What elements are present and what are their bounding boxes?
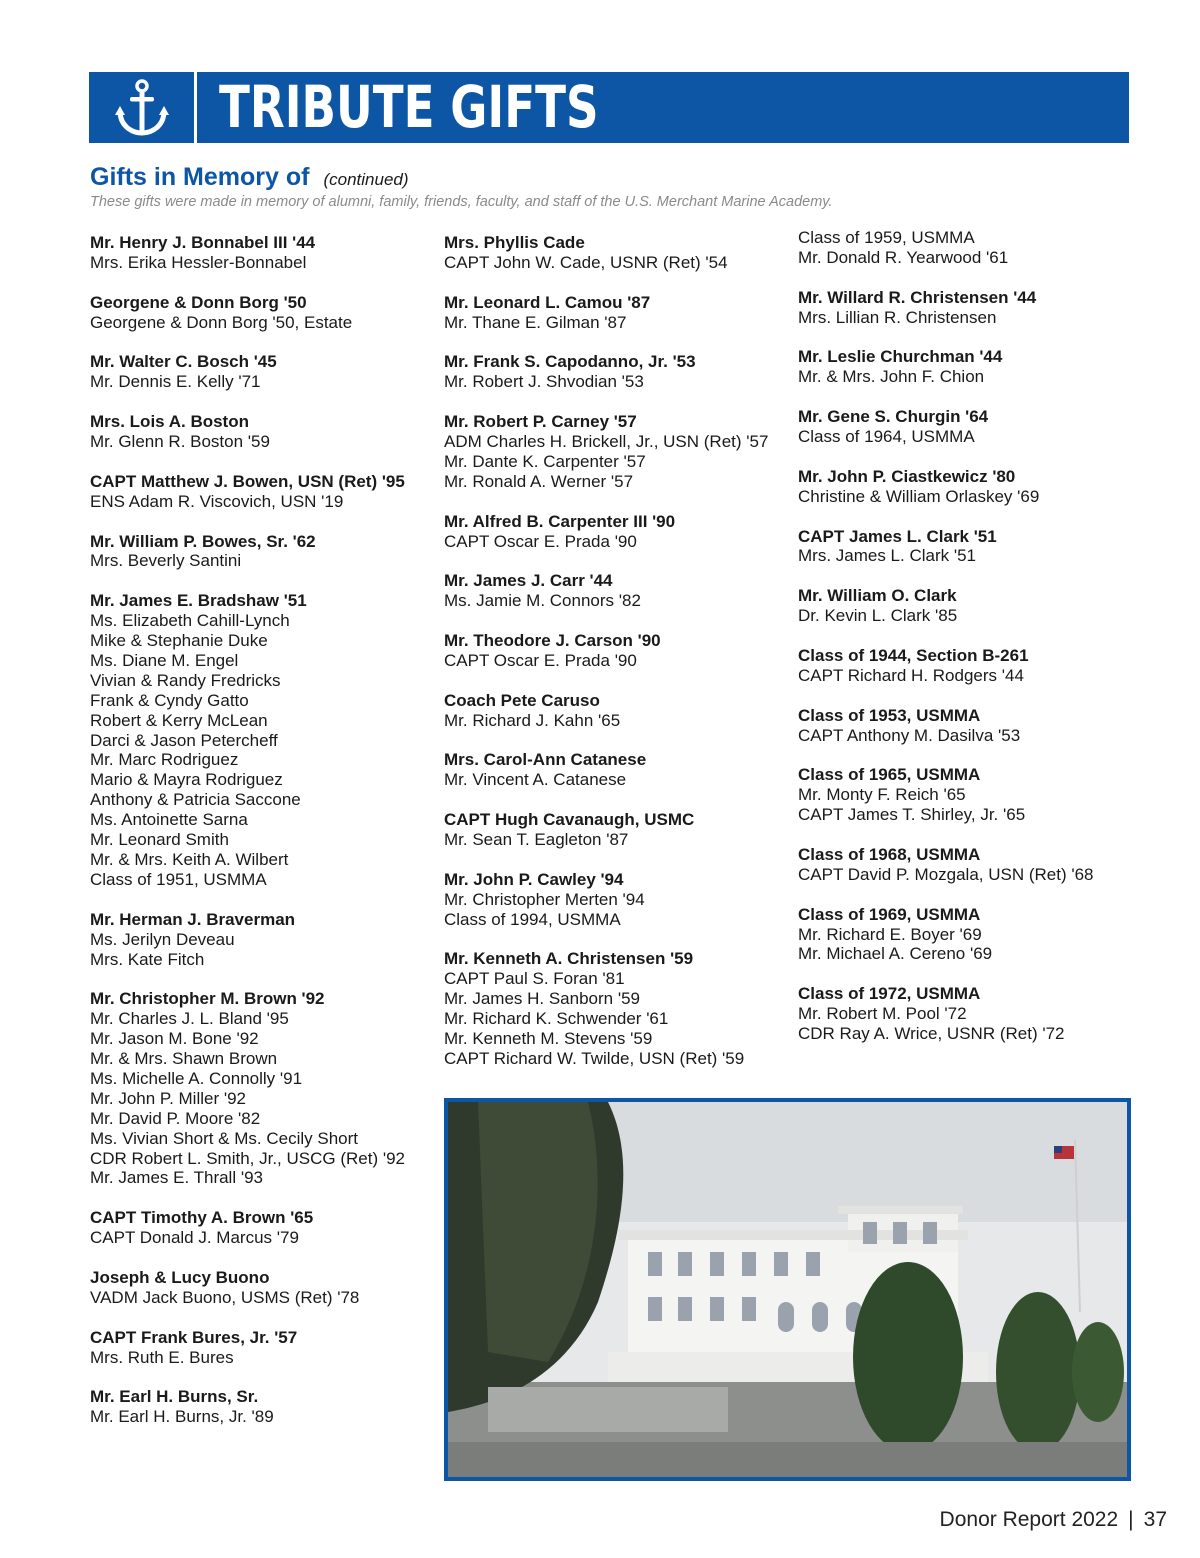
honoree-name: Mr. James E. Bradshaw '51 [90, 591, 307, 611]
donor-name: Mr. Robert J. Shvodian '53 [444, 372, 644, 392]
honoree-name: Mr. William O. Clark [798, 586, 957, 606]
tribute-entry [90, 412, 440, 452]
honoree-name: Mr. Herman J. Braverman [90, 909, 296, 929]
honoree-name: Mr. Walter C. Bosch '45 [90, 352, 277, 372]
honoree-name: Mrs. Carol-Ann Catanese [444, 750, 647, 770]
honoree-name: Mr. Willard R. Christensen '44 [798, 287, 1037, 307]
tribute-entry [444, 631, 794, 671]
donor-name: Mr. Jason M. Bone '92 [90, 1029, 259, 1049]
honoree-name: CAPT Timothy A. Brown '65 [90, 1208, 314, 1228]
donor-name: Mr. Earl H. Burns, Jr. '89 [90, 1407, 274, 1427]
donor-name: Mrs. James L. Clark '51 [798, 546, 977, 566]
donor-name: Mrs. Beverly Santini [90, 551, 242, 571]
donor-name: CAPT Paul S. Foran '81 [444, 969, 625, 989]
tribute-entry [444, 293, 794, 333]
tribute-entry [90, 591, 440, 890]
donor-name: CDR Robert L. Smith, Jr., USCG (Ret) '92 [90, 1148, 405, 1168]
tribute-entry [444, 412, 794, 492]
report-title: Donor Report 2022 [939, 1508, 1119, 1531]
donor-name: VADM Jack Buono, USMS (Ret) '78 [90, 1287, 360, 1307]
tribute-entry [90, 352, 440, 392]
donor-name: CAPT Anthony M. Dasilva '53 [798, 725, 1021, 745]
tribute-entry [798, 288, 1148, 328]
donor-name: Ms. Antoinette Sarna [90, 810, 248, 830]
honoree-name: Class of 1968, USMMA [798, 844, 981, 864]
tribute-entry [90, 1387, 440, 1427]
tribute-entry [798, 527, 1148, 567]
donor-name: Mr. Richard E. Boyer '69 [798, 924, 982, 944]
tribute-entry [90, 472, 440, 512]
honoree-name: Mr. Henry J. Bonnabel III '44 [90, 233, 316, 252]
donor-name: Mr. Richard J. Kahn '65 [444, 710, 621, 730]
donor-name: Mr. & Mrs. Shawn Brown [90, 1049, 278, 1069]
honoree-name: Mr. James J. Carr '44 [444, 571, 613, 591]
donor-name: CAPT John W. Cade, USNR (Ret) '54 [444, 252, 728, 272]
honoree-name: Mr. Alfred B. Carpenter III '90 [444, 511, 676, 531]
donor-name: Mr. Michael A. Cereno '69 [798, 944, 993, 964]
section-heading-row [90, 163, 409, 192]
section-subheading: These gifts were made in memory of alumni, family, friends, faculty, and staff of the U.S. Merchant Marine Academy. [90, 194, 833, 210]
tribute-entry [444, 750, 794, 790]
tribute-entry [798, 467, 1148, 507]
honoree-name: Mrs. Phyllis Cade [444, 233, 585, 252]
donor-name: CDR Ray A. Wrice, USNR (Ret) '72 [798, 1024, 1065, 1044]
section-heading: Gifts in Memory of [90, 163, 310, 191]
continued-label: (continued) [323, 170, 409, 189]
footer-separator: | [1128, 1508, 1134, 1531]
donor-name: Mr. Christopher Merten '94 [444, 889, 645, 909]
donor-name: Mr. & Mrs. Keith A. Wilbert [90, 850, 289, 869]
tribute-entry [798, 407, 1148, 447]
page-footer [940, 1508, 1167, 1532]
tribute-entry [444, 949, 794, 1068]
tribute-entry [444, 810, 794, 850]
donor-name: Mr. Robert M. Pool '72 [798, 1004, 967, 1024]
tribute-entry [90, 910, 440, 970]
donor-name: Class of 1964, USMMA [798, 427, 975, 447]
tribute-entry [444, 352, 794, 392]
honoree-name: Mr. Christopher M. Brown '92 [90, 989, 325, 1009]
donor-name: Mr. Thane E. Gilman '87 [444, 312, 627, 332]
honoree-name: Class of 1972, USMMA [798, 984, 981, 1004]
honoree-name: Mr. Gene S. Churgin '64 [798, 407, 989, 427]
tribute-entry [798, 586, 1148, 626]
donor-name: Mr. Richard K. Schwender '61 [444, 1009, 669, 1029]
donor-name: Mr. Dennis E. Kelly '71 [90, 372, 261, 392]
tribute-entry [798, 347, 1148, 387]
donor-name: Ms. Michelle A. Connolly '91 [90, 1068, 303, 1088]
donor-name: Class of 1959, USMMA [798, 228, 975, 247]
honoree-name: Joseph & Lucy Buono [90, 1267, 270, 1287]
tribute-entry [90, 1328, 440, 1368]
donor-name: Mr. James H. Sanborn '59 [444, 989, 640, 1009]
donor-name: Mrs. Lillian R. Christensen [798, 307, 997, 327]
tribute-entry [444, 233, 794, 273]
tribute-entry [444, 571, 794, 611]
continued-donor-list [798, 228, 1148, 268]
donor-name: Vivian & Randy Fredricks [90, 670, 281, 690]
donor-name: Mr. Donald R. Yearwood '61 [798, 247, 1009, 267]
honoree-name: Mr. Earl H. Burns, Sr. [90, 1387, 259, 1407]
tribute-entry [444, 870, 794, 930]
anchor-icon [114, 78, 170, 138]
donor-name: Mr. Vincent A. Catanese [444, 770, 627, 790]
donor-name: Mr. Kenneth M. Stevens '59 [444, 1029, 653, 1049]
donor-name: Mr. David P. Moore '82 [90, 1108, 261, 1128]
donor-name: Ms. Jamie M. Connors '82 [444, 591, 641, 611]
honoree-name: Mrs. Lois A. Boston [90, 412, 249, 432]
tribute-entry [90, 233, 440, 273]
tribute-entry [798, 706, 1148, 746]
donor-name: Mrs. Kate Fitch [90, 949, 205, 969]
donor-name: Frank & Cyndy Gatto [90, 690, 249, 710]
honoree-name: Coach Pete Caruso [444, 690, 600, 710]
page-banner-title: TRIBUTE GIFTS [219, 73, 599, 141]
tribute-column-1 [90, 233, 440, 1447]
honoree-name: CAPT Matthew J. Bowen, USN (Ret) '95 [90, 471, 405, 491]
honoree-name: Mr. Leslie Churchman '44 [798, 347, 1003, 367]
honoree-name: Mr. Kenneth A. Christensen '59 [444, 949, 694, 969]
donor-name: Ms. Jerilyn Deveau [90, 929, 235, 949]
donor-name: Mr. Marc Rodriguez [90, 750, 239, 770]
tribute-entry [798, 845, 1148, 885]
honoree-name: Class of 1944, Section B-261 [798, 645, 1029, 665]
donor-name: Darci & Jason Petercheff [90, 730, 278, 750]
honoree-name: Mr. Robert P. Carney '57 [444, 412, 637, 432]
donor-name: Mr. John P. Miller '92 [90, 1088, 246, 1108]
donor-name: Mr. Monty F. Reich '65 [798, 785, 966, 805]
page-number: 37 [1143, 1508, 1167, 1531]
honoree-name: Mr. Frank S. Capodanno, Jr. '53 [444, 352, 696, 372]
donor-name: Mr. Dante K. Carpenter '57 [444, 451, 646, 471]
donor-name: Mr. James E. Thrall '93 [90, 1168, 263, 1188]
donor-name: CAPT Oscar E. Prada '90 [444, 531, 637, 551]
donor-name: Ms. Vivian Short & Ms. Cecily Short [90, 1128, 358, 1148]
donor-name: ENS Adam R. Viscovich, USN '19 [90, 491, 344, 511]
donor-name: Class of 1994, USMMA [444, 909, 621, 929]
tribute-entry [90, 1268, 440, 1308]
donor-name: Dr. Kevin L. Clark '85 [798, 606, 958, 626]
donor-name: Mike & Stephanie Duke [90, 631, 268, 651]
donor-name: Robert & Kerry McLean [90, 710, 268, 730]
honoree-name: CAPT Hugh Cavanaugh, USMC [444, 810, 695, 830]
donor-name: Mr. Ronald A. Werner '57 [444, 471, 634, 491]
donor-name: Mr. & Mrs. John F. Chion [798, 367, 985, 387]
section-banner [89, 72, 1129, 143]
honoree-name: CAPT Frank Bures, Jr. '57 [90, 1327, 298, 1347]
tribute-entry [90, 532, 440, 572]
donor-name: CAPT Donald J. Marcus '79 [90, 1228, 299, 1248]
donor-name: CAPT Oscar E. Prada '90 [444, 650, 637, 670]
donor-name: CAPT David P. Mozgala, USN (Ret) '68 [798, 864, 1094, 884]
donor-name: CAPT Richard H. Rodgers '44 [798, 665, 1024, 685]
donor-name: Ms. Elizabeth Cahill-Lynch [90, 611, 290, 631]
honoree-name: Mr. William P. Bowes, Sr. '62 [90, 531, 316, 551]
donor-name: Anthony & Patricia Saccone [90, 790, 301, 810]
honoree-name: Class of 1965, USMMA [798, 765, 981, 785]
donor-name: Mario & Mayra Rodriguez [90, 770, 283, 790]
honoree-name: CAPT James L. Clark '51 [798, 526, 997, 546]
donor-name: Mr. Charles J. L. Bland '95 [90, 1009, 289, 1029]
honoree-name: Class of 1953, USMMA [798, 705, 981, 725]
tribute-entry [444, 691, 794, 731]
donor-name: CAPT James T. Shirley, Jr. '65 [798, 805, 1026, 825]
honoree-name: Mr. John P. Ciastkewicz '80 [798, 466, 1016, 486]
honoree-name: Class of 1969, USMMA [798, 904, 981, 924]
donor-name: Georgene & Donn Borg '50, Estate [90, 312, 353, 332]
tribute-entry [798, 765, 1148, 825]
donor-name: Ms. Diane M. Engel [90, 650, 239, 670]
tribute-entry [90, 989, 440, 1188]
honoree-name: Mr. Leonard L. Camou '87 [444, 292, 651, 312]
donor-name: Class of 1951, USMMA [90, 869, 267, 889]
donor-name: Mr. Glenn R. Boston '59 [90, 432, 270, 452]
tribute-column-2 [444, 233, 794, 1089]
honoree-name: Georgene & Donn Borg '50 [90, 292, 307, 312]
tribute-entry [798, 905, 1148, 965]
honoree-name: Mr. John P. Cawley '94 [444, 869, 624, 889]
donor-name: Mrs. Ruth E. Bures [90, 1347, 234, 1367]
tribute-entry [798, 984, 1148, 1044]
tribute-entry [444, 512, 794, 552]
donor-name: Mrs. Erika Hessler-Bonnabel [90, 252, 307, 272]
donor-name: CAPT Richard W. Twilde, USN (Ret) '59 [444, 1048, 745, 1068]
campus-building-photo [444, 1098, 1131, 1481]
honoree-name: Mr. Theodore J. Carson '90 [444, 631, 661, 651]
donor-name: Mr. Leonard Smith [90, 830, 229, 850]
tribute-column-3 [798, 228, 1148, 1064]
tribute-entry [798, 646, 1148, 686]
anchor-icon-box [89, 72, 197, 143]
campus-building-illustration [448, 1102, 1127, 1477]
tribute-entry [90, 293, 440, 333]
tribute-entry [90, 1208, 440, 1248]
donor-name: ADM Charles H. Brickell, Jr., USN (Ret) '57 [444, 432, 769, 452]
donor-name: Christine & William Orlaskey '69 [798, 486, 1040, 506]
donor-name: Mr. Sean T. Eagleton '87 [444, 830, 629, 850]
